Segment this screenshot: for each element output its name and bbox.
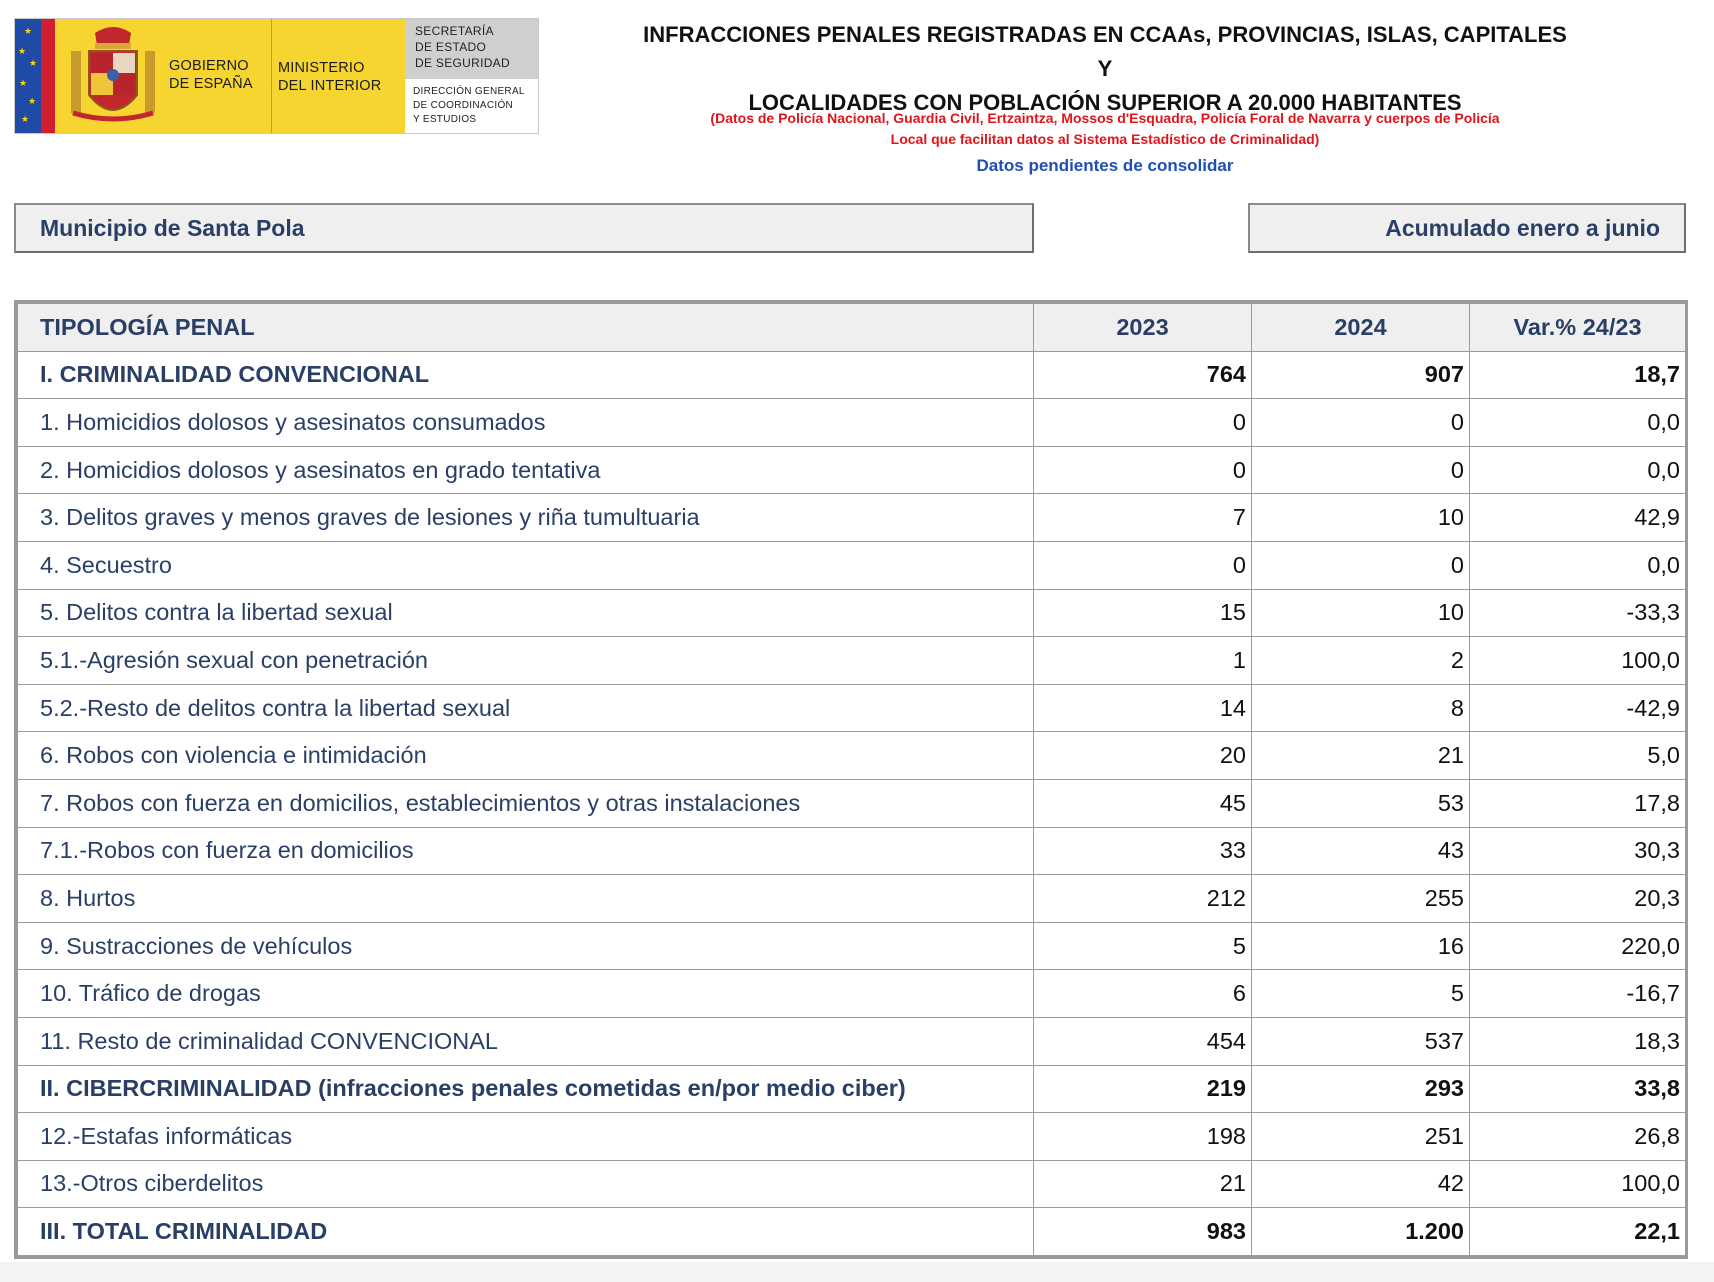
ministry-label: MINISTERIO DEL INTERIOR: [278, 60, 382, 94]
row-label: 2. Homicidios dolosos y asesinatos en grado tentativa: [18, 446, 1034, 494]
table-header-row: [18, 304, 1686, 352]
row-value-2024: 8: [1252, 684, 1470, 732]
table-row: [18, 779, 1686, 827]
bottom-band: [0, 1262, 1714, 1282]
row-value-2024: 251: [1252, 1113, 1470, 1161]
table-row: [18, 827, 1686, 875]
table-row: [18, 541, 1686, 589]
municipality-box: Municipio de Santa Pola: [14, 203, 1034, 253]
row-label: 7. Robos con fuerza en domicilios, establecimientos y otras instalaciones: [18, 779, 1034, 827]
row-value-2023: 33: [1034, 827, 1252, 875]
row-value-var: 5,0: [1470, 732, 1686, 780]
row-label: II. CIBERCRIMINALIDAD (infracciones penales cometidas en/por medio ciber): [18, 1065, 1034, 1113]
row-value-var: 220,0: [1470, 922, 1686, 970]
source-note: (Datos de Policía Nacional, Guardia Civil, Ertzaintza, Mossos d'Esquadra, Policía Foral de Navarra y cuerpos de Policía Local que facilitan datos al Sistema Estadístico de Criminalidad): [710, 110, 1500, 147]
row-value-var: 22,1: [1470, 1208, 1686, 1256]
table-row: [18, 1065, 1686, 1113]
row-value-2023: 14: [1034, 684, 1252, 732]
table-row: [18, 1113, 1686, 1161]
coat-of-arms-icon: [65, 25, 161, 134]
row-label: 13.-Otros ciberdelitos: [18, 1160, 1034, 1208]
ministry-logo: [14, 18, 539, 134]
row-value-2023: 5: [1034, 922, 1252, 970]
row-value-2024: 537: [1252, 1017, 1470, 1065]
row-label: 7.1.-Robos con fuerza en domicilios: [18, 827, 1034, 875]
table-row: [18, 922, 1686, 970]
row-value-2023: 0: [1034, 446, 1252, 494]
row-label: 5.1.-Agresión sexual con penetración: [18, 637, 1034, 685]
row-label: 1. Homicidios dolosos y asesinatos consumados: [18, 399, 1034, 447]
row-value-2024: 1.200: [1252, 1208, 1470, 1256]
row-value-var: -33,3: [1470, 589, 1686, 637]
col-header-var: Var.% 24/23: [1470, 304, 1686, 352]
eu-flag-strip: ★ ★ ★ ★ ★ ★: [15, 19, 55, 133]
row-value-var: 100,0: [1470, 637, 1686, 685]
row-label: 4. Secuestro: [18, 541, 1034, 589]
row-value-2024: 907: [1252, 351, 1470, 399]
row-value-2024: 2: [1252, 637, 1470, 685]
table-row: [18, 875, 1686, 923]
row-label: 10. Tráfico de drogas: [18, 970, 1034, 1018]
row-value-2024: 53: [1252, 779, 1470, 827]
row-value-var: 0,0: [1470, 399, 1686, 447]
crime-table: [14, 300, 1688, 1259]
row-value-2023: 454: [1034, 1017, 1252, 1065]
row-label: 12.-Estafas informáticas: [18, 1113, 1034, 1161]
logo-yellow-panel: [15, 19, 405, 133]
pending-note: Datos pendientes de consolidar: [976, 156, 1234, 175]
direccion-label: DIRECCIÓN GENERAL DE COORDINACIÓN Y ESTUDIOS: [405, 79, 538, 133]
col-header-2023: 2023: [1034, 304, 1252, 352]
row-value-2023: 15: [1034, 589, 1252, 637]
row-value-2023: 198: [1034, 1113, 1252, 1161]
row-value-var: 17,8: [1470, 779, 1686, 827]
row-value-var: 33,8: [1470, 1065, 1686, 1113]
table-row: [18, 684, 1686, 732]
table-body: [18, 351, 1686, 1255]
row-value-2023: 212: [1034, 875, 1252, 923]
row-value-2024: 42: [1252, 1160, 1470, 1208]
row-value-2024: 0: [1252, 399, 1470, 447]
table-row: [18, 637, 1686, 685]
table-row: [18, 399, 1686, 447]
row-value-var: 42,9: [1470, 494, 1686, 542]
row-value-var: 100,0: [1470, 1160, 1686, 1208]
row-value-2023: 45: [1034, 779, 1252, 827]
period-box: Acumulado enero a junio: [1248, 203, 1686, 253]
logo-divider: [271, 19, 272, 133]
row-label: I. CRIMINALIDAD CONVENCIONAL: [18, 351, 1034, 399]
row-value-var: 26,8: [1470, 1113, 1686, 1161]
logo-gray-panel: [405, 19, 538, 133]
row-value-2024: 10: [1252, 589, 1470, 637]
table-row: [18, 1208, 1686, 1256]
row-value-2023: 983: [1034, 1208, 1252, 1256]
row-value-2024: 0: [1252, 446, 1470, 494]
row-value-2023: 1: [1034, 637, 1252, 685]
secretaria-label: SECRETARÍA DE ESTADO DE SEGURIDAD: [405, 19, 538, 79]
row-value-var: 20,3: [1470, 875, 1686, 923]
table-row: [18, 446, 1686, 494]
row-value-var: 18,7: [1470, 351, 1686, 399]
row-label: 11. Resto de criminalidad CONVENCIONAL: [18, 1017, 1034, 1065]
row-value-2023: 6: [1034, 970, 1252, 1018]
table-row: [18, 970, 1686, 1018]
col-header-2024: 2024: [1252, 304, 1470, 352]
table-row: [18, 1017, 1686, 1065]
row-value-2023: 219: [1034, 1065, 1252, 1113]
row-label: 3. Delitos graves y menos graves de lesiones y riña tumultuaria: [18, 494, 1034, 542]
row-value-2024: 21: [1252, 732, 1470, 780]
row-value-var: 18,3: [1470, 1017, 1686, 1065]
row-value-2024: 43: [1252, 827, 1470, 875]
table-row: [18, 1160, 1686, 1208]
col-header-tipologia: TIPOLOGÍA PENAL: [18, 304, 1034, 352]
row-value-var: 0,0: [1470, 446, 1686, 494]
row-value-2023: 0: [1034, 399, 1252, 447]
row-label: 5. Delitos contra la libertad sexual: [18, 589, 1034, 637]
row-label: 9. Sustracciones de vehículos: [18, 922, 1034, 970]
row-value-var: 30,3: [1470, 827, 1686, 875]
row-label: 5.2.-Resto de delitos contra la libertad sexual: [18, 684, 1034, 732]
row-value-2024: 0: [1252, 541, 1470, 589]
row-value-2023: 7: [1034, 494, 1252, 542]
table-row: [18, 732, 1686, 780]
row-value-2024: 293: [1252, 1065, 1470, 1113]
row-value-var: -16,7: [1470, 970, 1686, 1018]
row-value-2024: 10: [1252, 494, 1470, 542]
gov-label: GOBIERNO DE ESPAÑA: [169, 58, 253, 92]
row-value-2023: 764: [1034, 351, 1252, 399]
row-value-2024: 255: [1252, 875, 1470, 923]
row-label: III. TOTAL CRIMINALIDAD: [18, 1208, 1034, 1256]
row-label: 6. Robos con violencia e intimidación: [18, 732, 1034, 780]
row-value-2023: 20: [1034, 732, 1252, 780]
row-value-var: -42,9: [1470, 684, 1686, 732]
table-row: [18, 494, 1686, 542]
table-row: [18, 589, 1686, 637]
row-label: 8. Hurtos: [18, 875, 1034, 923]
row-value-2023: 0: [1034, 541, 1252, 589]
row-value-2024: 16: [1252, 922, 1470, 970]
table-row: [18, 351, 1686, 399]
row-value-var: 0,0: [1470, 541, 1686, 589]
page-title: INFRACCIONES PENALES REGISTRADAS EN CCAAs, PROVINCIAS, ISLAS, CAPITALES Y LOCALIDADES CON POBLACIÓN SUPERIOR A 20.000 HABITANTES: [643, 22, 1567, 115]
row-value-2023: 21: [1034, 1160, 1252, 1208]
row-value-2024: 5: [1252, 970, 1470, 1018]
